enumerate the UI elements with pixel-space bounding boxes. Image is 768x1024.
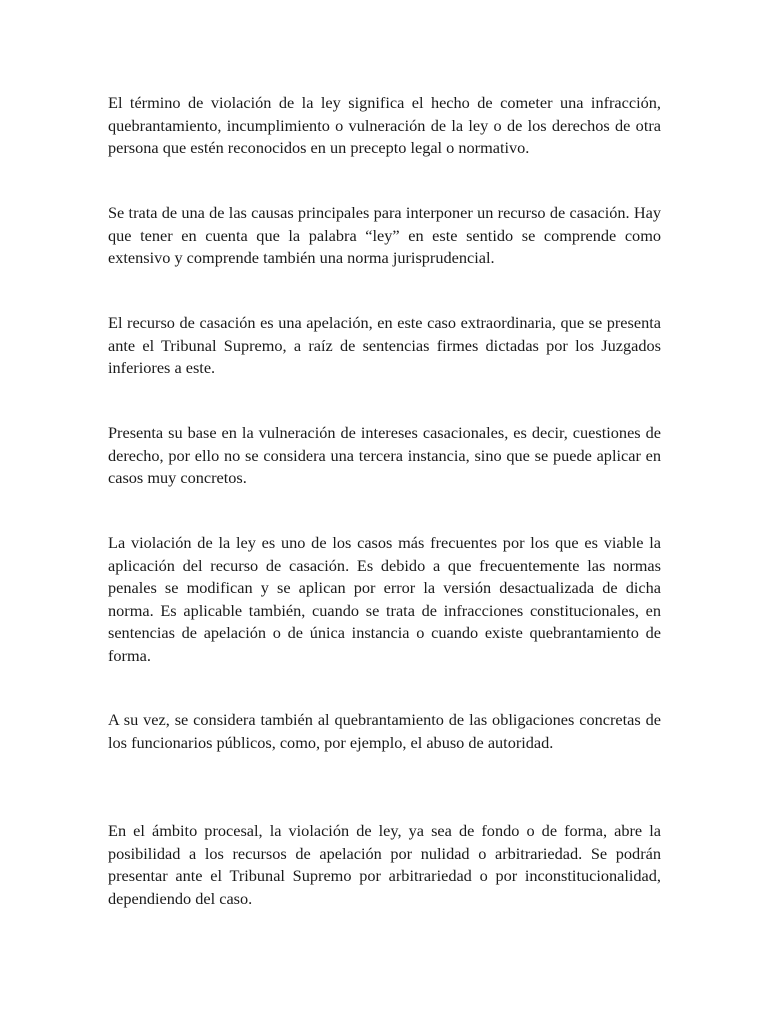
paragraph-3: El recurso de casación es una apelación, en este caso extraordinaria, que se presenta ante el Tribunal Supremo, a raíz de sentencias firmes dictadas por los Juzgados inferiores a este. [108, 313, 661, 378]
paragraph-1: El término de violación de la ley significa el hecho de cometer una infracción, quebrantamiento, incumplimiento o vulneración de la ley o de los derechos de otra persona que estén reconocidos en un precepto legal o normativo. [108, 93, 661, 158]
paragraph-4: Presenta su base en la vulneración de intereses casacionales, es decir, cuestiones de derecho, por ello no se considera una tercera instancia, sino que se puede aplicar en casos muy concretos. [108, 423, 661, 488]
paragraph-7: En el ámbito procesal, la violación de ley, ya sea de fondo o de forma, abre la posibilidad a los recursos de apelación por nulidad o arbitrariedad. Se podrán presentar ante el Tribunal Supremo por arbitrariedad o por inconstitucionalidad, dependiendo del caso. [108, 821, 661, 908]
paragraph-2: Se trata de una de las causas principales para interponer un recurso de casación. Hay que tener en cuenta que la palabra “ley” en este sentido se comprende como extensivo y comprende también una norma jurisprudencial. [108, 203, 661, 268]
paragraph-5: La violación de la ley es uno de los casos más frecuentes por los que es viable la aplicación del recurso de casación. Es debido a que frecuentemente las normas penales se modifican y se aplican por error la versión desactualizada de dicha norma. Es aplicable también, cuando se trata de infracciones constitucionales, en sentencias de apelación o de única instancia o cuando existe quebrantamiento de forma. [108, 533, 661, 665]
paragraph-6: A su vez, se considera también al quebrantamiento de las obligaciones concretas de los funcionarios públicos, como, por ejemplo, el abuso de autoridad. [108, 710, 661, 752]
